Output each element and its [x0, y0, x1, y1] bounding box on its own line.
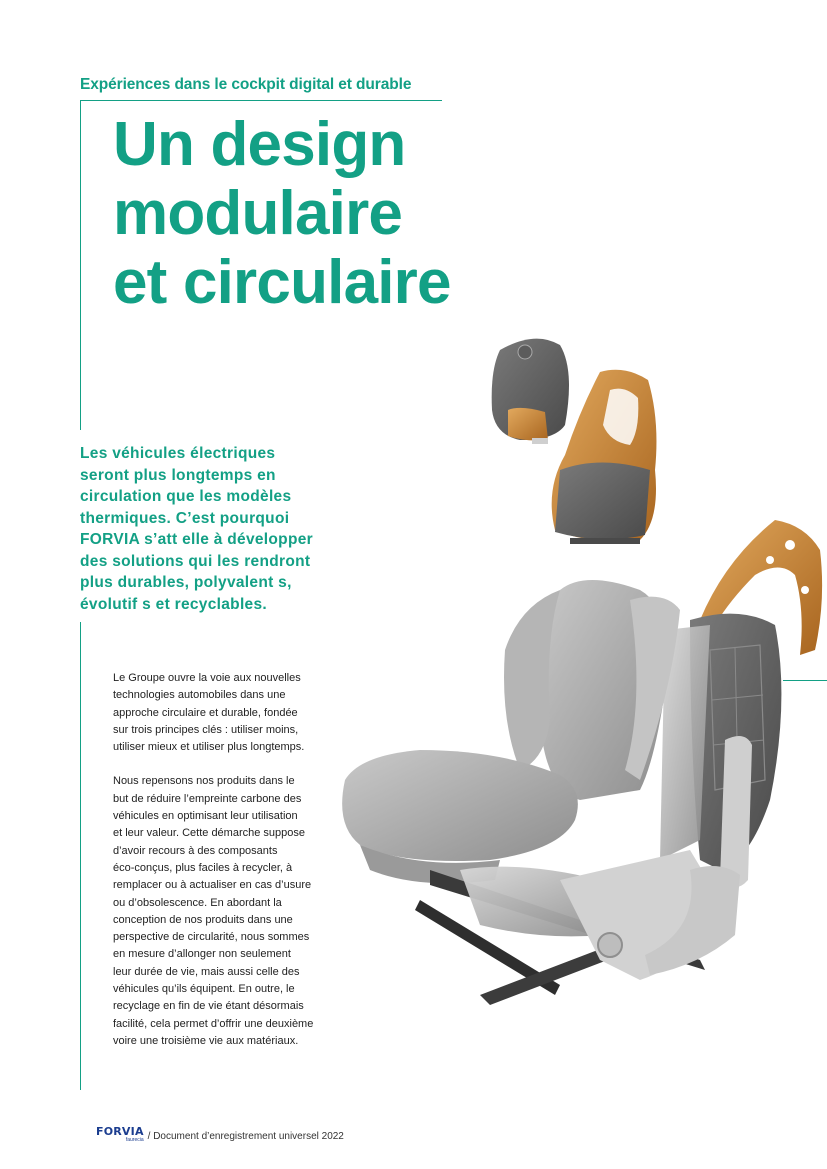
lead-line: circulation que les modèles	[80, 488, 292, 505]
body-line: facilité, cela permet d’offrir une deuxième	[113, 1017, 314, 1030]
title-line: modulaire	[113, 179, 403, 248]
page-footer	[96, 1126, 344, 1143]
lead-line: plus durables, polyvalent s,	[80, 574, 292, 591]
lead-line: FORVIA s’att elle à développer	[80, 531, 313, 548]
seat-frame-module	[660, 614, 781, 888]
title-line: Un design	[113, 110, 406, 179]
logo-wordmark: FORVIA	[96, 1125, 144, 1138]
lead-line: des solutions qui les rendront	[80, 552, 311, 570]
body-line: but de réduire l’empreinte carbone des	[113, 792, 302, 805]
lead-line: Les véhicules électriques	[80, 445, 276, 462]
body-paragraph	[113, 773, 328, 1050]
lead-line: seront plus longtemps en	[80, 466, 276, 484]
body-text	[113, 670, 328, 1067]
accent-vertical-rule-top	[80, 100, 81, 430]
lead-line: évolutif s et recyclables.	[80, 595, 267, 613]
lead-paragraph	[80, 443, 360, 615]
body-line: sur trois principes clés : utiliser moins,	[113, 723, 299, 736]
exploded-seat-illustration	[330, 330, 827, 1020]
body-line: approche circulaire et durable, fondée	[113, 706, 298, 719]
body-line: voire une troisième vie aux matériaux.	[113, 1034, 299, 1047]
body-line: véhicules en optimisant leur utilisation	[113, 810, 298, 823]
body-line: ou d’obsolescence. En abordant la	[113, 896, 282, 909]
body-line: perspective de circularité, nous sommes	[113, 931, 310, 944]
body-line: Nous repensons nos produits dans le	[113, 775, 295, 788]
body-line: éco-conçus, plus faciles à recycler, à	[113, 861, 293, 874]
forvia-logo	[96, 1126, 144, 1143]
body-line: d’avoir recours à des composants	[113, 844, 278, 857]
body-line: en mesure d’allonger non seulement	[113, 948, 291, 961]
body-line: remplacer ou à actualiser en cas d’usure	[113, 879, 312, 892]
body-line: conception de nos produits dans une	[113, 913, 293, 926]
body-line: et leur valeur. Cette démarche suppose	[113, 827, 306, 840]
kicker-underline	[80, 100, 442, 101]
footer-document-title: / Document d’enregistrement universel 2022	[147, 1131, 344, 1142]
body-line: leur durée de vie, mais aussi celle des	[113, 965, 300, 978]
section-kicker: Expériences dans le cockpit digital et durable	[80, 76, 412, 93]
page-title	[113, 110, 451, 317]
body-line: Le Groupe ouvre la voie aux nouvelles	[113, 672, 301, 684]
body-line: technologies automobiles dans une	[113, 689, 286, 702]
accent-vertical-rule-bottom	[80, 622, 81, 1090]
lead-line: thermiques. C’est pourquoi	[80, 509, 290, 527]
body-line: utiliser mieux et utiliser plus longtemps.	[113, 741, 305, 754]
headrest-module	[492, 339, 569, 444]
logo-subbrand: faurecia	[125, 1137, 144, 1143]
body-paragraph	[113, 670, 328, 756]
body-line: recyclage en fin de vie étant désormais	[113, 1000, 304, 1013]
title-line: et circulaire	[113, 248, 451, 317]
body-line: véhicules qu’ils équipent. En outre, le	[113, 983, 295, 996]
